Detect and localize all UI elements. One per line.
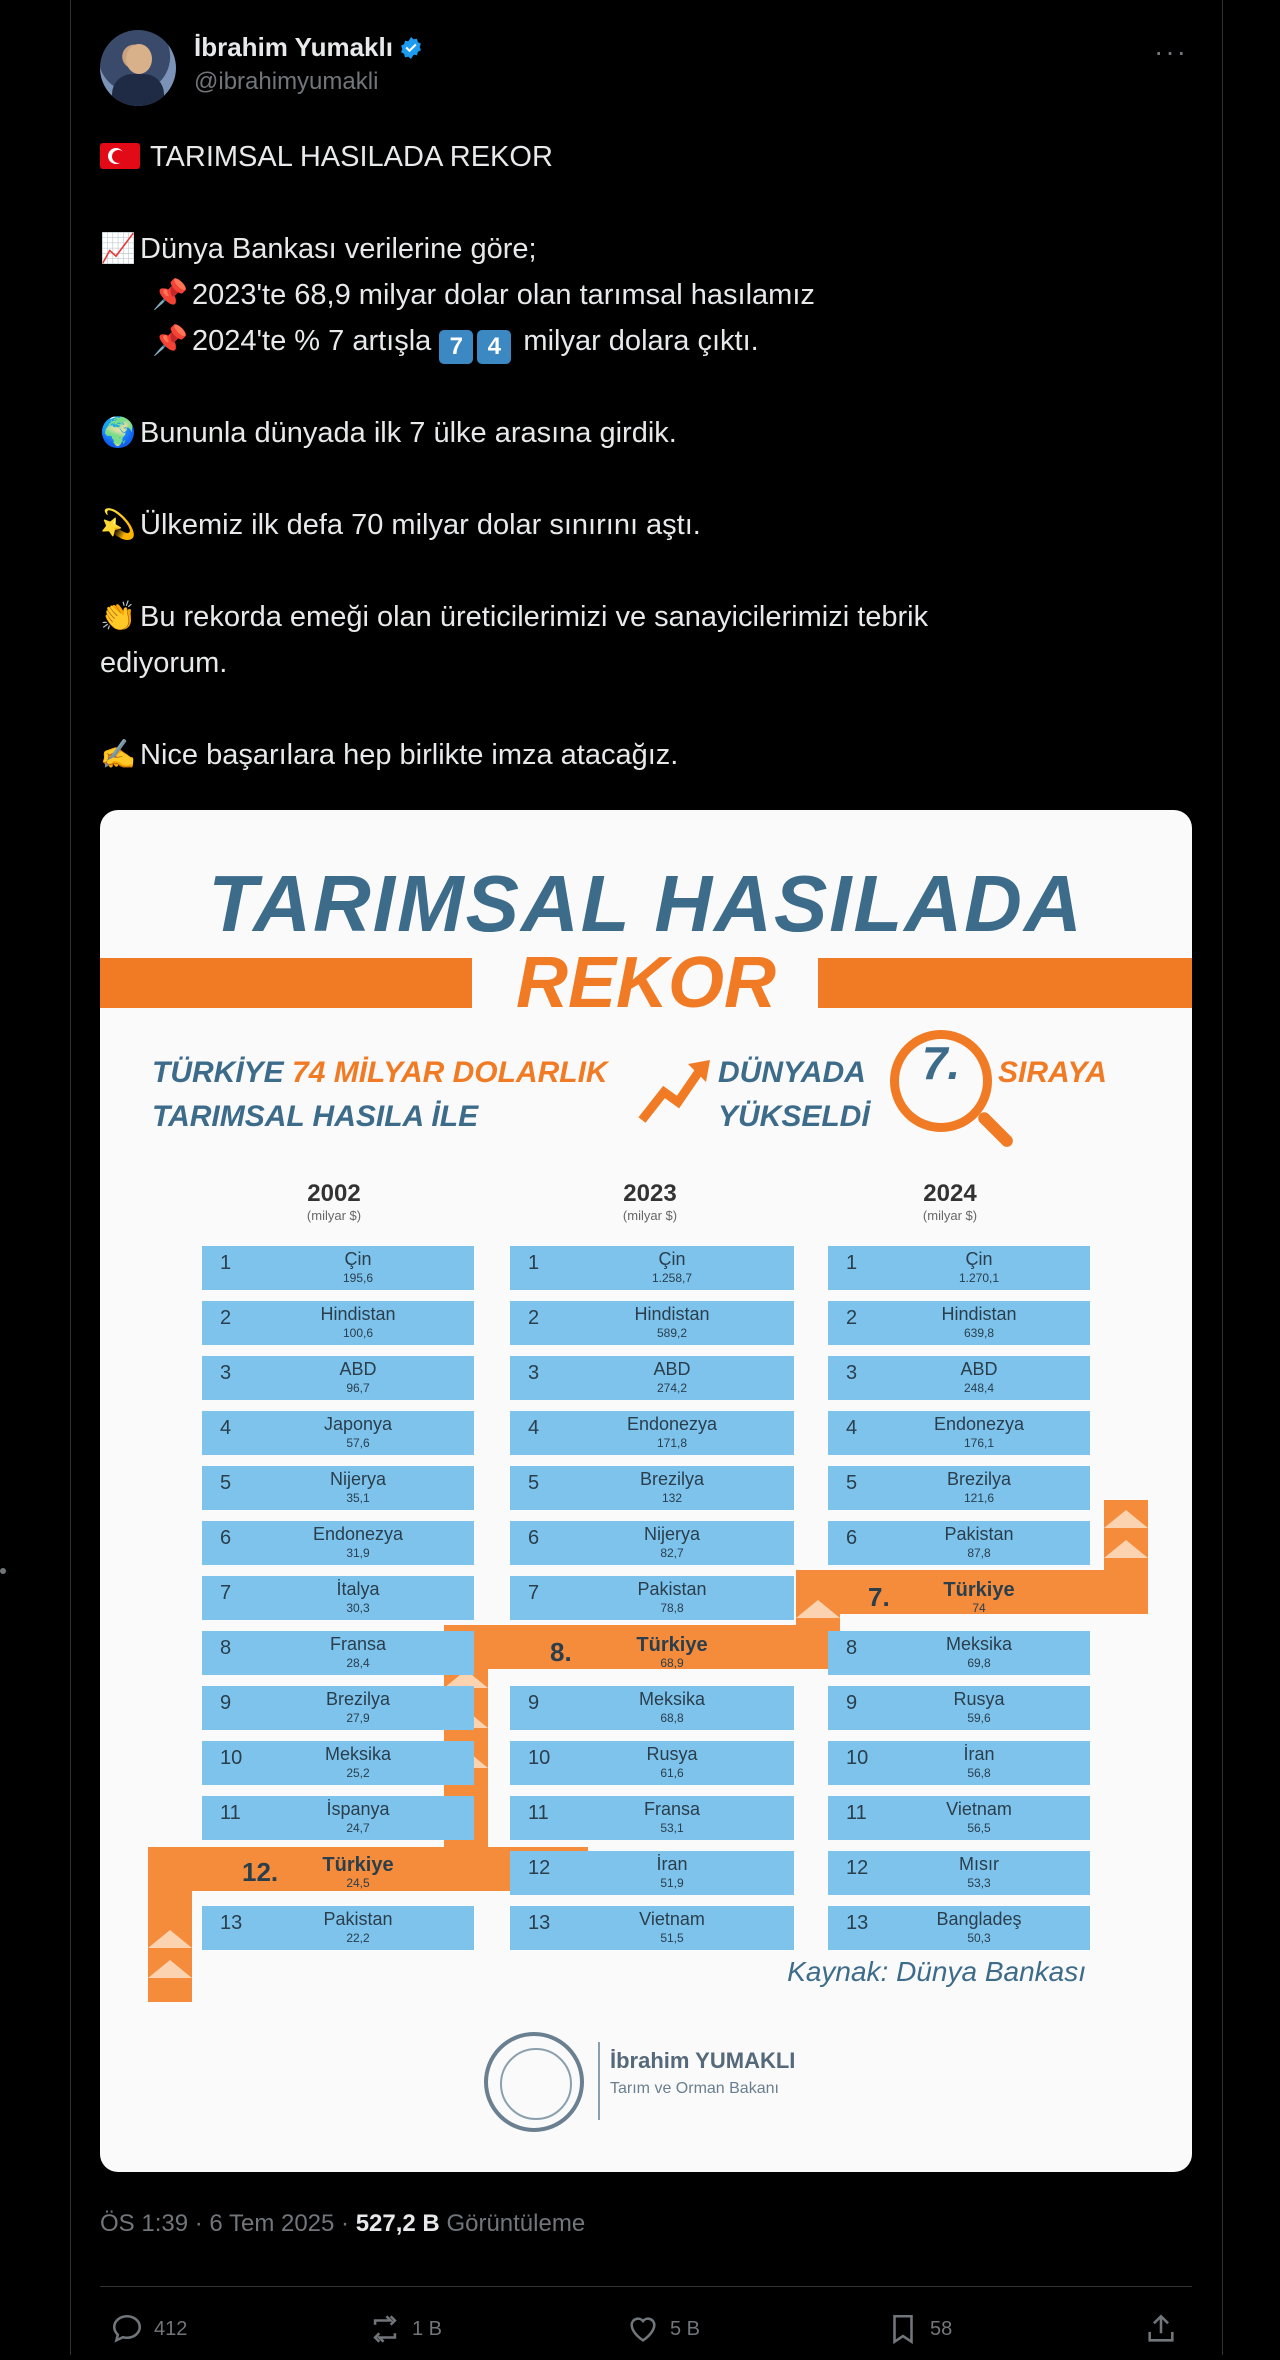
- row-value: 100,6: [342, 1326, 374, 1340]
- divider: [100, 2286, 1192, 2287]
- row-name: Türkiye: [322, 1854, 394, 1876]
- row-rank: 8: [220, 1637, 232, 1659]
- country-row: [510, 1906, 794, 1950]
- like-button[interactable]: 5 B: [626, 2312, 700, 2346]
- source-label: Kaynak: Dünya Bankası: [787, 1956, 1086, 1987]
- row-rank: 6: [220, 1527, 232, 1549]
- country-row: [202, 1466, 474, 1510]
- row-value: 31,9: [346, 1546, 370, 1560]
- row-rank: 1: [220, 1252, 232, 1274]
- row-value: 50,3: [967, 1931, 991, 1945]
- row-value: 28,4: [346, 1656, 370, 1670]
- bookmark-button[interactable]: 58: [886, 2312, 952, 2346]
- row-value: 57,6: [346, 1436, 370, 1450]
- row-name: Meksika: [638, 1689, 705, 1709]
- keycap-four: 4: [477, 330, 511, 364]
- pushpin-icon: 📌: [152, 325, 189, 357]
- row-value: 589,2: [656, 1326, 688, 1340]
- row-value: 68,9: [660, 1656, 684, 1670]
- country-row: [828, 1851, 1090, 1895]
- magnifier-handle: [976, 1110, 1016, 1150]
- row-rank: 10: [220, 1747, 243, 1769]
- row-value: 25,2: [346, 1766, 370, 1780]
- country-row: [510, 1741, 794, 1785]
- country-row: [510, 1686, 794, 1730]
- row-value: 22,2: [346, 1931, 370, 1945]
- more-options-icon[interactable]: ···: [1154, 36, 1188, 67]
- country-row: [510, 1521, 794, 1565]
- country-row: [828, 1356, 1090, 1400]
- globe-icon: 🌍: [100, 417, 137, 449]
- tweet-line: 🌍 Bununla dünyada ilk 7 ülke arasına girdik.: [100, 410, 1100, 456]
- row-name: Hindistan: [320, 1304, 396, 1324]
- row-rank: 3: [846, 1362, 858, 1384]
- chevron-up-icon: [148, 1960, 192, 1978]
- row-name: Fransa: [329, 1634, 387, 1654]
- row-rank: 10: [528, 1747, 551, 1769]
- row-name: Hindistan: [941, 1304, 1017, 1324]
- row-name: Bangladeş: [936, 1909, 1022, 1929]
- chevron-up-icon: [148, 1930, 192, 1948]
- chart-increasing-icon: 📈: [100, 233, 137, 265]
- keycap-seven: 7: [439, 330, 473, 364]
- row-name: Çin: [658, 1249, 686, 1269]
- row-name: Fransa: [643, 1799, 701, 1819]
- country-row: [828, 1906, 1090, 1950]
- row-rank: 6: [528, 1527, 540, 1549]
- row-name: Brezilya: [639, 1469, 705, 1489]
- infographic-image[interactable]: [100, 810, 1192, 2172]
- infographic-title: TARIMSAL HASILADA: [208, 859, 1084, 948]
- clapping-hands-icon: 👏: [100, 601, 137, 633]
- row-name: İtalya: [336, 1579, 380, 1599]
- year-2024: 2024 (milyar $): [922, 1180, 978, 1223]
- country-row: [828, 1796, 1090, 1840]
- pushpin-icon: 📌: [152, 279, 189, 311]
- row-name: Çin: [965, 1249, 993, 1269]
- heart-icon: [626, 2312, 660, 2346]
- row-value: 35,1: [346, 1491, 370, 1505]
- row-value: 53,3: [967, 1876, 991, 1890]
- country-row: [828, 1631, 1090, 1675]
- country-row: [510, 1851, 794, 1895]
- row-name: Nijerya: [643, 1524, 700, 1544]
- country-row: [510, 1356, 794, 1400]
- row-value: 176,1: [963, 1436, 995, 1450]
- chevron-up-icon: [1104, 1510, 1148, 1528]
- row-name: Pakistan: [323, 1909, 393, 1929]
- timestamp[interactable]: ÖS 1:39 · 6 Tem 2025 ·: [100, 2210, 350, 2237]
- row-rank: 11: [528, 1802, 549, 1824]
- row-value: 61,6: [660, 1766, 684, 1780]
- subtitle-right-3: YÜKSELDİ: [718, 1100, 870, 1133]
- row-rank: 7.: [868, 1582, 890, 1612]
- subtitle-right-1: DÜNYADA: [718, 1056, 866, 1089]
- row-name: Çin: [344, 1249, 372, 1269]
- country-row: [828, 1246, 1090, 1290]
- row-value: 56,8: [967, 1766, 991, 1780]
- row-name: Endonezya: [312, 1524, 404, 1544]
- ministry-seal-logo: [484, 2032, 584, 2132]
- share-button[interactable]: [1144, 2312, 1178, 2346]
- country-row: [202, 1741, 474, 1785]
- tweet-line: 📈 Dünya Bankası verilerine göre;: [100, 226, 1100, 272]
- repost-icon: [368, 2312, 402, 2346]
- tweet-line: 💫 Ülkemiz ilk defa 70 milyar dolar sınırını aştı.: [100, 502, 1100, 548]
- row-value: 78,8: [660, 1601, 684, 1615]
- country-row: [202, 1576, 474, 1620]
- row-value: 274,2: [656, 1381, 688, 1395]
- row-value: 30,3: [346, 1601, 370, 1615]
- tweet-line: 👏 Bu rekorda emeği olan üreticilerimizi ve sanayicilerimizi tebrik: [100, 594, 1100, 640]
- row-value: 1.270,1: [958, 1271, 1000, 1285]
- chevron-up-icon: [1104, 1540, 1148, 1558]
- row-rank: 2: [220, 1307, 232, 1329]
- row-rank: 4: [846, 1417, 858, 1439]
- row-name: Rusya: [953, 1689, 1005, 1709]
- year-2023: 2023 (milyar $): [622, 1180, 678, 1223]
- repost-button[interactable]: 1 B: [368, 2312, 442, 2346]
- tweet-line: 📌 2024'te % 7 artışla 7 4 milyar dolara çıktı.: [100, 318, 1100, 364]
- tweet-line: 📌 2023'te 68,9 milyar dolar olan tarımsal hasılamız: [100, 272, 1100, 318]
- writing-hand-icon: ✍: [100, 739, 137, 771]
- row-rank: 12.: [242, 1857, 279, 1887]
- row-rank: 9: [220, 1692, 232, 1714]
- author-handle[interactable]: @ibrahimyumakli: [194, 68, 379, 95]
- country-row: [828, 1411, 1090, 1455]
- country-row: [828, 1521, 1090, 1565]
- row-value: 1.258,7: [651, 1271, 693, 1285]
- row-name: Türkiye: [636, 1634, 708, 1656]
- row-rank: 3: [220, 1362, 232, 1384]
- row-name: Endonezya: [933, 1414, 1025, 1434]
- tweet-line: ediyorum.: [100, 647, 228, 679]
- row-rank: 13: [846, 1912, 869, 1934]
- row-value: 121,6: [963, 1491, 995, 1505]
- row-value: 132: [661, 1491, 683, 1505]
- row-rank: 5: [220, 1472, 232, 1494]
- row-rank: 12: [846, 1857, 869, 1879]
- turkiye-row: [828, 1576, 1090, 1620]
- row-value: 59,6: [967, 1711, 991, 1725]
- country-row: [202, 1631, 474, 1675]
- subtitle-left-2: TARIMSAL HASILA İLE: [152, 1100, 479, 1133]
- row-rank: 1: [528, 1252, 540, 1274]
- row-name: ABD: [653, 1359, 691, 1379]
- country-row: [828, 1466, 1090, 1510]
- view-count: 527,2 B: [355, 2210, 440, 2237]
- row-value: 24,5: [346, 1876, 370, 1890]
- row-name: ABD: [960, 1359, 998, 1379]
- row-rank: 11: [220, 1802, 241, 1824]
- row-name: Vietnam: [639, 1909, 705, 1929]
- row-name: Endonezya: [626, 1414, 718, 1434]
- row-rank: 8: [846, 1637, 858, 1659]
- country-row: [510, 1246, 794, 1290]
- row-name: Nijerya: [329, 1469, 386, 1489]
- reply-button[interactable]: 412: [110, 2312, 187, 2346]
- row-name: Brezilya: [325, 1689, 391, 1709]
- country-row: [510, 1796, 794, 1840]
- row-name: Türkiye: [943, 1579, 1015, 1601]
- tweet-line: ✍ Nice başarılara hep birlikte imza atacağız.: [100, 732, 1100, 778]
- row-name: Mısır: [959, 1854, 999, 1874]
- country-row: [828, 1686, 1090, 1730]
- row-name: Meksika: [945, 1634, 1012, 1654]
- country-row: [202, 1796, 474, 1840]
- row-value: 53,1: [660, 1821, 684, 1835]
- row-rank: 2: [528, 1307, 540, 1329]
- row-name: Rusya: [646, 1744, 698, 1764]
- row-value: 69,8: [967, 1656, 991, 1670]
- tweet-meta: [100, 2210, 585, 2238]
- rank-seven-label: 7.: [921, 1037, 961, 1089]
- row-name: İran: [963, 1744, 995, 1764]
- row-value: 96,7: [346, 1381, 370, 1395]
- action-bar: [100, 2304, 1192, 2360]
- author-avatar[interactable]: [100, 30, 176, 106]
- row-rank: 12: [528, 1857, 551, 1879]
- verified-badge-icon: [399, 36, 423, 60]
- row-name: Hindistan: [634, 1304, 710, 1324]
- row-rank: 6: [846, 1527, 858, 1549]
- country-row: [202, 1906, 474, 1950]
- country-row: [510, 1301, 794, 1345]
- country-row: [202, 1411, 474, 1455]
- row-name: Brezilya: [946, 1469, 1012, 1489]
- row-value: 68,8: [660, 1711, 684, 1725]
- row-value: 27,9: [346, 1711, 370, 1725]
- row-rank: 1: [846, 1252, 858, 1274]
- row-name: Japonya: [323, 1414, 393, 1434]
- row-rank: 7: [528, 1582, 540, 1604]
- row-value: 87,8: [967, 1546, 991, 1560]
- row-rank: 10: [846, 1747, 869, 1769]
- country-row: [202, 1356, 474, 1400]
- bookmark-icon: [886, 2312, 920, 2346]
- row-value: 195,6: [342, 1271, 374, 1285]
- turkiye-row: [202, 1851, 474, 1895]
- row-rank: 7: [220, 1582, 232, 1604]
- timeline-border-right: [1222, 0, 1223, 2355]
- row-rank: 9: [528, 1692, 540, 1714]
- tweet-line: TARIMSAL HASILADA REKOR: [100, 134, 1100, 180]
- row-name: ABD: [339, 1359, 377, 1379]
- views-label: Görüntüleme: [446, 2210, 586, 2237]
- subtitle-right-2: SIRAYA: [998, 1056, 1107, 1089]
- country-row: [510, 1576, 794, 1620]
- country-row: [510, 1466, 794, 1510]
- row-value: 248,4: [963, 1381, 995, 1395]
- row-value: 74: [972, 1601, 986, 1615]
- row-rank: 13: [220, 1912, 243, 1934]
- edge-dot: [0, 1568, 6, 1574]
- row-rank: 3: [528, 1362, 540, 1384]
- row-value: 51,5: [660, 1931, 684, 1945]
- row-name: İran: [656, 1854, 688, 1874]
- row-name: Vietnam: [946, 1799, 1012, 1819]
- country-row: [828, 1301, 1090, 1345]
- row-value: 171,8: [656, 1436, 688, 1450]
- subtitle-left-1: TÜRKİYE 74 MİLYAR DOLARLIK: [152, 1056, 608, 1089]
- row-name: Pakistan: [637, 1579, 707, 1599]
- row-rank: 4: [528, 1417, 540, 1439]
- row-value: 51,9: [660, 1876, 684, 1890]
- country-row: [828, 1741, 1090, 1785]
- rekor-text: REKOR: [515, 943, 776, 1023]
- year-2002: 2002 (milyar $): [306, 1180, 362, 1223]
- turkish-flag-icon: [100, 143, 140, 169]
- row-value: 639,8: [963, 1326, 995, 1340]
- row-rank: 13: [528, 1912, 551, 1934]
- row-value: 24,7: [346, 1821, 370, 1835]
- row-rank: 2: [846, 1307, 858, 1329]
- country-row: [510, 1411, 794, 1455]
- timeline-border-left: [70, 0, 71, 2355]
- minister-name: İbrahim YUMAKLI: [610, 2048, 796, 2073]
- country-row: [202, 1521, 474, 1565]
- author-name[interactable]: İbrahim Yumaklı: [194, 32, 393, 62]
- tweet-text: [100, 134, 1100, 778]
- row-name: Meksika: [324, 1744, 391, 1764]
- share-icon: [1144, 2312, 1178, 2346]
- dizzy-icon: 💫: [100, 509, 137, 541]
- row-rank: 8.: [550, 1637, 572, 1667]
- row-rank: 9: [846, 1692, 858, 1714]
- tweet-header: [100, 28, 1200, 108]
- ministry-title: Tarım ve Orman Bakanı: [610, 2080, 779, 2097]
- reply-icon: [110, 2312, 144, 2346]
- country-row: [202, 1301, 474, 1345]
- turkiye-row: [510, 1631, 794, 1675]
- row-rank: 5: [846, 1472, 858, 1494]
- row-rank: 5: [528, 1472, 540, 1494]
- row-name: Pakistan: [944, 1524, 1014, 1544]
- row-name: İspanya: [326, 1799, 390, 1819]
- logo-divider: [598, 2042, 600, 2120]
- row-value: 82,7: [660, 1546, 684, 1560]
- country-row: [202, 1686, 474, 1730]
- row-rank: 4: [220, 1417, 232, 1439]
- country-row: [202, 1246, 474, 1290]
- row-value: 56,5: [967, 1821, 991, 1835]
- row-rank: 11: [846, 1802, 867, 1824]
- rising-arrow-icon: [638, 1056, 718, 1126]
